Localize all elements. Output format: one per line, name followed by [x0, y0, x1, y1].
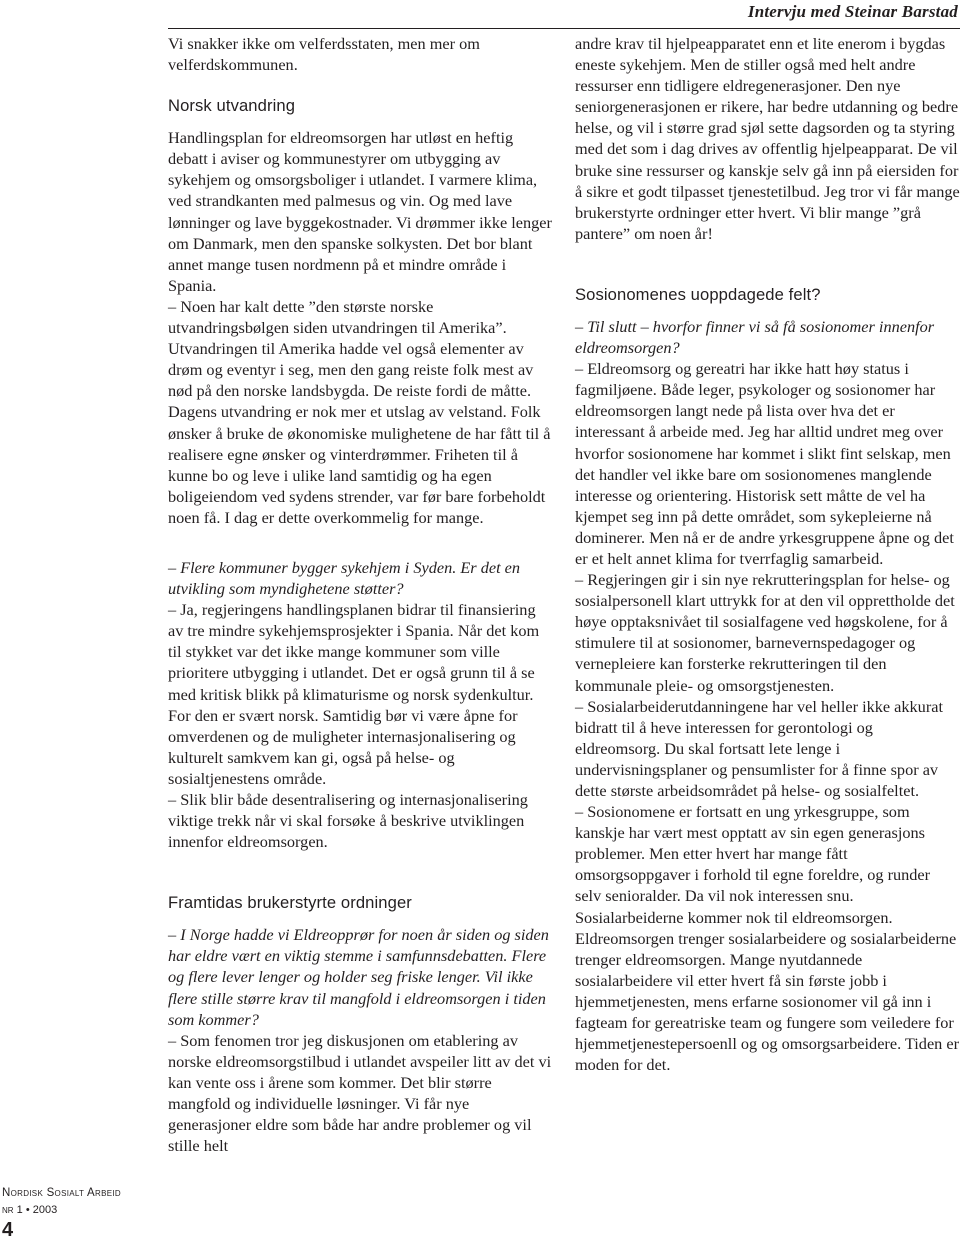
issue-info [2, 1203, 142, 1217]
left-paragraph-1: Vi snakker ikke om velferdsstaten, men mer om velferdskommunen. [168, 34, 480, 75]
right-paragraph-5: – Sosionomene er fortsatt en ung yrkesgruppe, som kanskje har vært mest opptatt av sin egen generasjons problemer. Men etter hvert har mange fått omsorgsoppgaver i forhold til egne foreldre, og runder selv senioralder. Da vil nok interessen snu. Sosialarbeiderne kommer nok til eldreomsorgen. Eldreomsorgen trenger sosialarbeidere og sosialarbeiderne trenger eldreomsorgen. Mange nyutdannede sosialarbeidere vil etter hvert få sin første jobb i hjemmetjenesten, mens erfarne sosionomer vil gå inn i fagteam for gereatriske team og fungere som veiledere for hjemmetjenestepersoenll og og omsorgsarbeidere. Tiden er moden for det. [575, 802, 960, 1075]
section-heading-framtidas: Framtidas brukerstyrte ordninger [168, 893, 412, 913]
header-rule [168, 28, 960, 29]
section-heading-norsk-utvandring: Norsk utvandring [168, 96, 296, 116]
right-column [575, 33, 960, 1075]
issue-number: 1 [16, 1204, 23, 1216]
issue-separator: • [25, 1204, 30, 1216]
issue-year: 2003 [32, 1204, 58, 1216]
right-paragraph-4: – Sosialarbeiderutdanningene har vel heller ikke akkurat bidratt til å heve interessen for gerontologi og eldreomsorg. Du skal fortsatt lete lenge i undervisningsplaner og pensumlister for å finne spor av dette største arbeidsområdet på helse- og sosialfeltet. [575, 696, 943, 800]
left-paragraph-2: Handlingsplan for eldreomsorgen har utløst en heftig debatt i aviser og kommunestyrer om utbygging av sykehjem og omsorgsboliger i utlandet. I varmere klima, ved strandkanten med palmesus og vin. Og med lave lønninger og lave byggekostnader. Vi drømmer ikke lenger om Danmark, men den spanske solkysten. Det bor blant annet mange tusen nordmenn på et mindre område i Spania. [168, 128, 552, 295]
right-paragraph-3: – Regjeringen gir i sin nye rekrutteringsplan for helse- og sosialpersonell klart uttrykk for at den vil opprettholde det høye opptaksnivået til sosialfagene ved høgskolene, for å stimulere til at sosionomer, barnevernspedagoger og vernepleiere kan forsterke rekrutteringen til den kommunale pleie- og omsorgstjenesten. [575, 570, 955, 695]
issue-prefix: nr [2, 1204, 14, 1216]
left-paragraph-6: – Som fenomen tror jeg diskusjonen om etablering av norske eldreomsorgstilbud i utlandet avspeiler litt av det vi kan vente oss i årene som kommer. Det blir større mangfold og individuelle løsninger. Vi får nye generasjoner eldre som både har andre problemer og vil stille helt [168, 1030, 552, 1156]
interview-question-2: – I Norge hadde vi Eldreopprør for noen år siden og siden har eldre vært en viktig stemme i samfunnsdebatten. Flere og flere lever lenger og holder seg friske lenger. Vil ikke flere stille større krav til mangfold i eldreomsorgen i tiden som kommer? [168, 925, 549, 1029]
left-paragraph-5: – Slik blir både desentralisering og internasjonalisering viktige trekk når vi skal forsøke å beskrive utviklingen innenfor eldreomsorgen. [168, 790, 528, 852]
right-paragraph-1: andre krav til hjelpeapparatet enn et lite enerom i bygdas eneste sykehjem. Men de stiller også med helt andre ressurser enn tidligere eldregenerasjoner. Den nye seniorgenerasjonen er rikere, har bedre utdanning og bedre helse, og vil i større grad sjøl sette dagsorden og ta styring med det som i dag drives av offentlig hjelpeapparat. De vil bruke sine ressurser og kanskje selv gå inn på eiersiden for å sikre et godt tilpasset tjenestetilbud. Jeg tror vi får mange brukerstyrte ordninger etter hvert. Vi blir mange ”grå pantere” om noen år! [575, 34, 960, 243]
left-column [168, 33, 553, 1156]
page-number: 4 [2, 1219, 14, 1241]
interview-question-3: – Til slutt – hvorfor finner vi så få sosionomer innenfor eldreomsorgen? [575, 316, 935, 358]
page-footer [2, 1186, 142, 1242]
left-paragraph-3: – Noen har kalt dette ”den største norske utvandringsbølgen siden utvandringen til Amerika”. Utvandringen til Amerika hadde vel også elementer av drøm og eventyr i seg, men den gang reiste folk mest av nød på den norske landsbygda. De reiste fordi de måtte. Dagens utvandring er nok mer et utslag av velstand. Folk ønsker å bruke de økonomiske mulighetene de har fått til å realisere egne ønsker og vinterdrømmer. Friheten til å kunne bo og leve i ulike land samtidig og ha egen boligeiendom ved sydens strender, var før bare forbeholdt noen få. I dag er dette overkommelig for mange. [168, 296, 551, 527]
interview-question-1: – Flere kommuner bygger sykehjem i Syden. Er det en utvikling som myndighetene støtter? [168, 557, 521, 599]
section-heading-sosionomenes: Sosionomenes uoppdagede felt? [575, 284, 821, 304]
left-paragraph-4: – Ja, regjeringens handlingsplanen bidrar til finansiering av tre mindre sykehjemsprosjekter i Spania. Når det kom til stykket var det ikke mange kommuner som ville prioritere utbygging i utlandet. Det er også grunn til å se med kritisk blikk på klimaturisme og norsk sydenkultur. For den er svært norsk. Samtidig bør vi være åpne for omverdenen og de muligheter internasjonalisering og kulturelt samkvem kan gi, også på helse- og sosialtjenestens område. [168, 600, 540, 788]
running-head: Intervju med Steinar Barstad [747, 2, 958, 21]
journal-name: Nordisk Sosialt Arbeid [2, 1187, 121, 1199]
right-paragraph-2: – Eldreomsorg og gereatri har ikke hatt høy status i fagmiljøene. Både leger, psykologer og sosionomer har eldreomsorgen langt nede på lista over hva det er interessant å arbeide med. Jeg har alltid undret meg over hvorfor sosionomene har kommet i slikt fint selskap, men det handler vel ikke bare om sosionomenes manglende interesse og orientering. Historisk sett måtte de vel ha kjempet seg inn på dette området, som sykepleierne nå dominerer. Men nå er de andre yrkesgruppene åpne og det er et helt annet klima for tverrfaglig samarbeid. [575, 359, 954, 568]
